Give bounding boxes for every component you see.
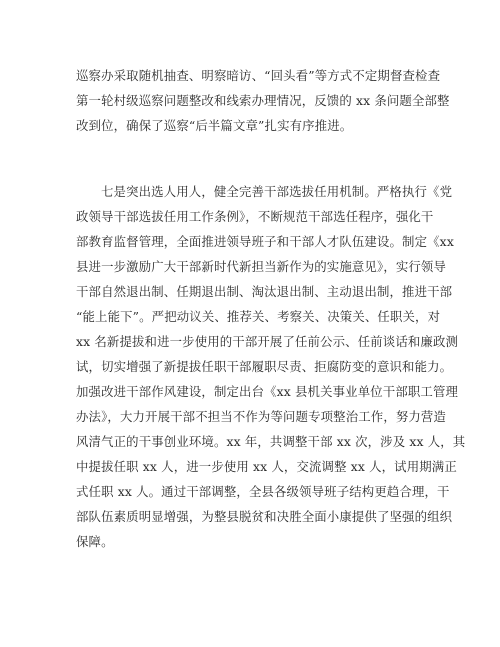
text-line: 加强改进干部作风建设，制定出台《xx 县机关事业单位干部职工管理 bbox=[76, 384, 459, 399]
text-line: 试，切实增强了新提拔任职干部履职尽责、拒腐防变的意识和能力。 bbox=[76, 359, 453, 374]
text-line: 办法》，大力开展干部不担当不作为等问题专项整治工作，努力营造 bbox=[76, 409, 447, 424]
text-line: 式任职 xx 人。通过干部调整，全县各级领导班子结构更趋合理，干 bbox=[76, 484, 450, 499]
text-line: xx 名新提拔和进一步使用的干部开展了任前公示、任前谈话和廉政测 bbox=[76, 334, 459, 349]
text-line: 风清气正的干事创业环境。xx 年，共调整干部 xx 次，涉及 xx 人，其 bbox=[76, 434, 466, 449]
text-line: 中提拔任职 xx 人，进一步使用 xx 人，交流调整 xx 人，试用期满正 bbox=[76, 459, 457, 474]
text-line: 县进一步激励广大干部新时代新担当新作为的实施意见》，实行领导 bbox=[76, 259, 447, 274]
text-line: 保障。 bbox=[76, 534, 114, 549]
text-line: “能上能下”。严把动议关、推荐关、考察关、决策关、任职关，对 bbox=[76, 309, 441, 324]
text-line: 部教育监督管理，全面推进领导班子和干部人才队伍建设。制定《xx bbox=[76, 234, 454, 249]
text-line: 七是突出选人用人，健全完善干部选拔任用机制。严格执行《党 bbox=[101, 184, 453, 199]
text-line: 巡察办采取随机抽查、明察暗访、“回头看”等方式不定期督查检查 bbox=[76, 68, 441, 83]
text-line: 改到位，确保了巡察“后半篇文章”扎实有序推进。 bbox=[76, 118, 353, 133]
text-line: 干部自然退出制、任期退出制、淘汰退出制、主动退出制，推进干部 bbox=[76, 284, 453, 299]
text-line: 第一轮村级巡察问题整改和线索办理情况，反馈的 xx 条问题全部整 bbox=[76, 93, 450, 108]
text-line: 部队伍素质明显增强，为整县脱贫和决胜全面小康提供了坚强的组织 bbox=[76, 509, 453, 524]
text-line: 政领导干部选拔任用工作条例》，不断规范干部选任程序，强化干 bbox=[76, 209, 434, 224]
